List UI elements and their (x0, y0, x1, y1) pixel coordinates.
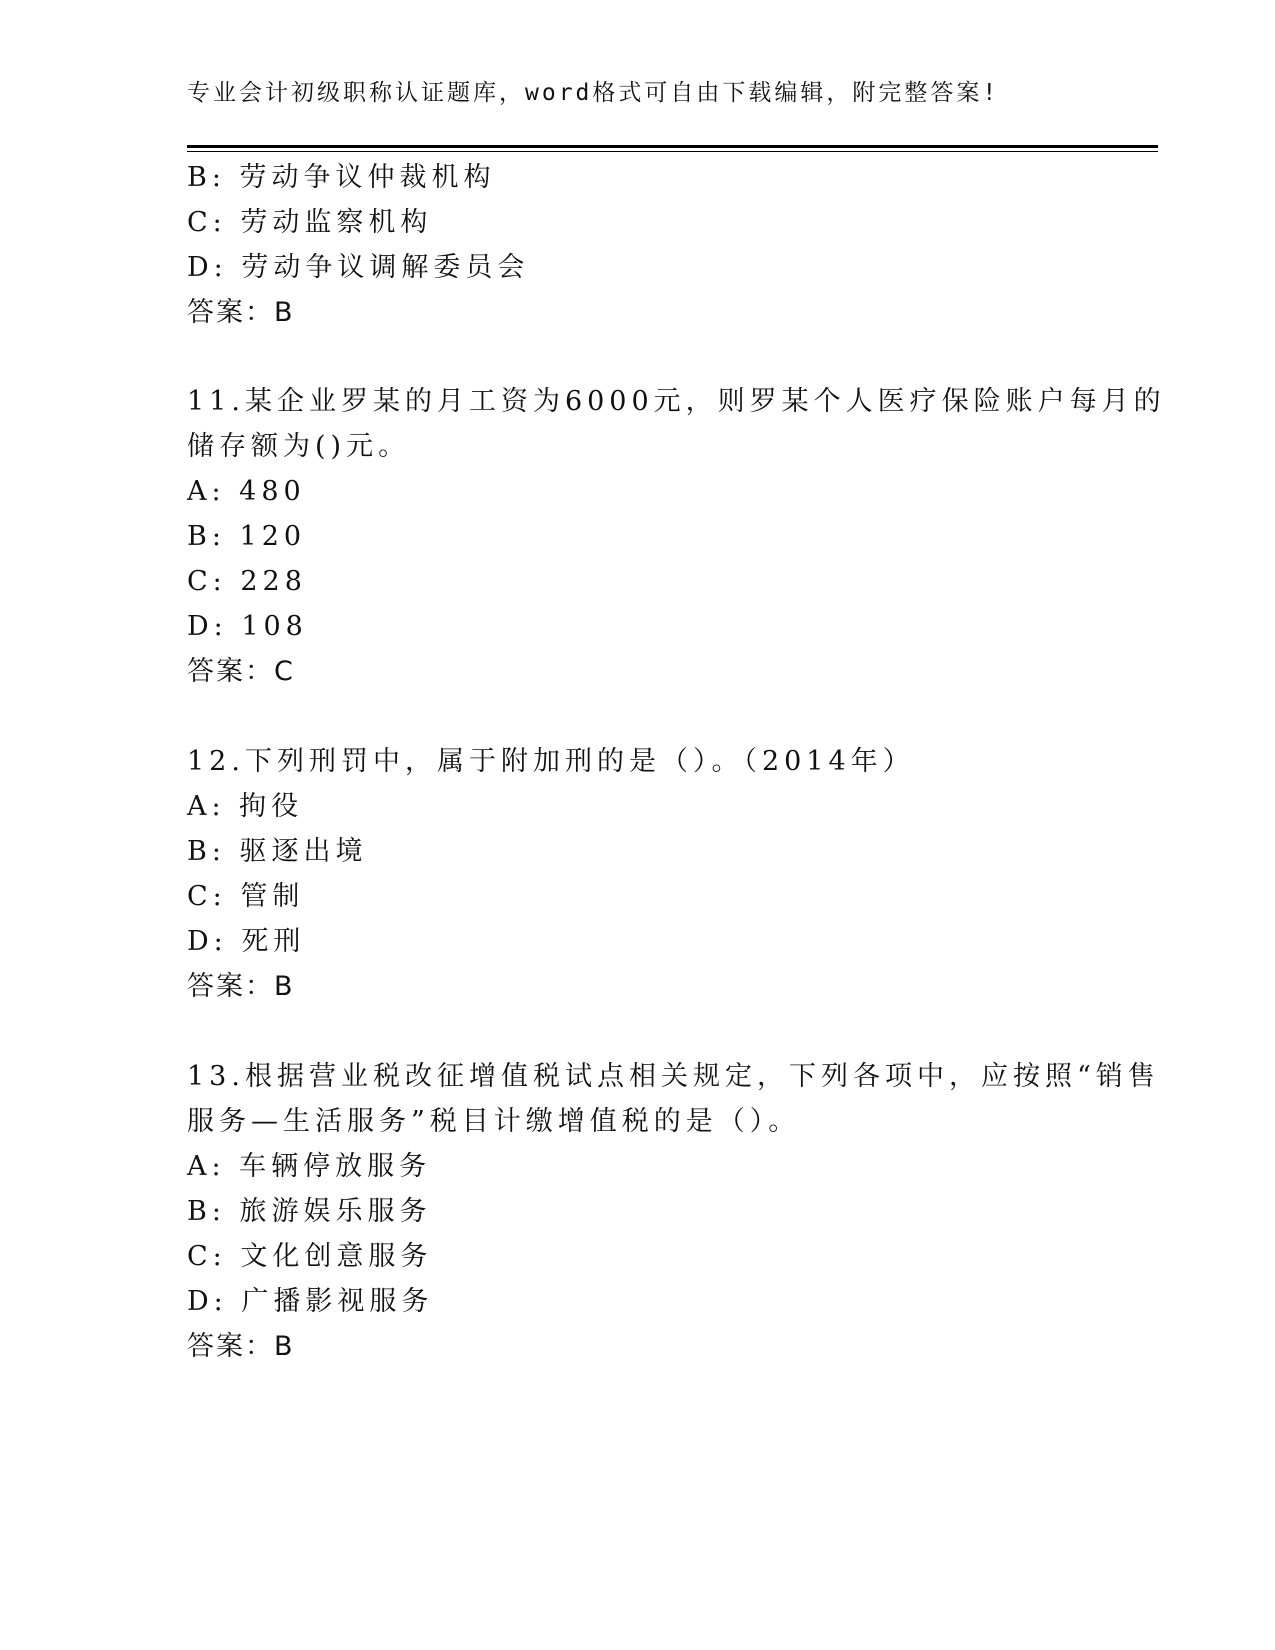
q13-option-c: C: 文化创意服务 (187, 1241, 433, 1272)
q11-stem-line1: 11.某企业罗某的月工资为6000元，则罗某个人医疗保险账户每月的 (187, 386, 1166, 417)
q13-option-d: D: 广播影视服务 (187, 1286, 434, 1317)
q13-option-a: A: 车辆停放服务 (187, 1151, 432, 1182)
prev-option-b: B: 劳动争议仲裁机构 (187, 162, 496, 193)
prev-answer: 答案：B (187, 297, 295, 328)
page-header: 专业会计初级职称认证题库，word格式可自由下载编辑，附完整答案! (187, 80, 1000, 106)
q12-option-a: A: 拘役 (187, 791, 304, 822)
q11-option-c: C: 228 (187, 566, 307, 597)
q11-option-a: A: 480 (187, 476, 306, 507)
q13-stem-line2: 服务—生活服务”税目计缴增值税的是（）。 (187, 1106, 801, 1137)
q11-answer: 答案：C (187, 656, 295, 687)
header-rule-thin (187, 151, 1158, 152)
q13-answer: 答案：B (187, 1331, 295, 1362)
header-rule-thick (187, 145, 1158, 148)
q12-answer: 答案：B (187, 971, 295, 1002)
prev-option-d: D: 劳动争议调解委员会 (187, 252, 530, 283)
prev-option-c: C: 劳动监察机构 (187, 207, 433, 238)
q13-option-b: B: 旅游娱乐服务 (187, 1196, 432, 1227)
q12-option-c: C: 管制 (187, 881, 305, 912)
q12-option-d: D: 死刑 (187, 926, 306, 957)
q12-option-b: B: 驱逐出境 (187, 836, 368, 867)
q11-stem-line2: 储存额为()元。 (187, 431, 411, 462)
q12-stem-line1: 12.下列刑罚中，属于附加刑的是（）。（2014年） (187, 746, 915, 777)
q11-option-b: B: 120 (187, 521, 307, 552)
q13-stem-line1: 13.根据营业税改征增值税试点相关规定，下列各项中，应按照“销售 (187, 1061, 1160, 1092)
q11-option-d: D: 108 (187, 611, 308, 642)
